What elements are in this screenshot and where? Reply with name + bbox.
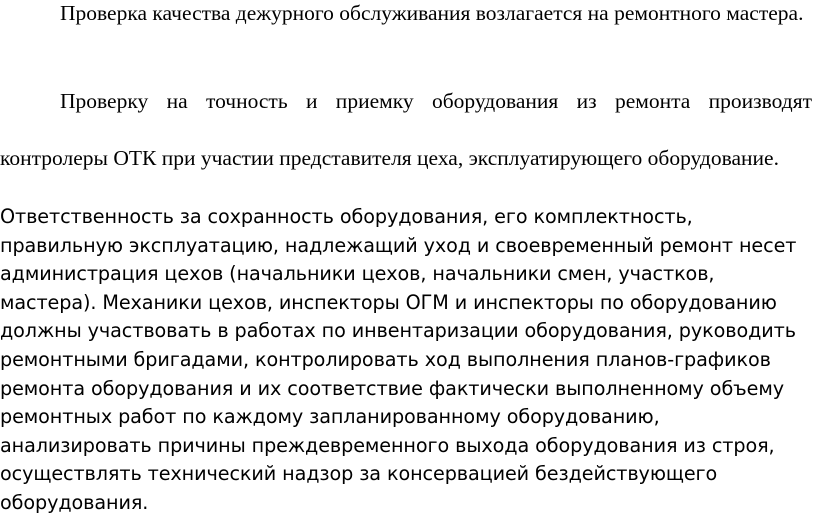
text-line: анализировать причины преждевременного выхода оборудования из строя, xyxy=(0,433,775,457)
text-line: ремонтных работ по каждому запланированному оборудованию, xyxy=(0,405,660,429)
paragraph-quality-check: Проверка качества дежурного обслуживания возлагается на ремонтного мастера. xyxy=(60,1,804,25)
text-line: ремонта оборудования и их соответствие фактически выполненному объему xyxy=(0,376,784,400)
paragraph-responsibility xyxy=(0,203,816,518)
paragraph-acceptance: Проверку на точность и приемку оборудования из ремонта производят контролеры ОТК при участии представителя цеха, эксплуатирующего оборудование. xyxy=(0,89,812,170)
text-line: Ответственность за сохранность оборудования, его комплектность, xyxy=(0,205,693,228)
text-line: должны участвовать в работах по инвентаризации оборудования, руководить xyxy=(0,319,796,343)
text-line: администрация цехов (начальники цехов, начальники смен, участков, xyxy=(0,262,715,286)
text-line: правильную эксплуатацию, надлежащий уход и своевременный ремонт несет xyxy=(0,233,797,257)
text-line: мастера). Механики цехов, инспекторы ОГМ и инспекторы по оборудованию xyxy=(0,290,777,314)
text-line: осуществлять технический надзор за консервацией бездействующего xyxy=(0,462,718,486)
text-line: оборудования. xyxy=(0,490,149,514)
text-line: ремонтными бригадами, контролировать ход выполнения планов-графиков xyxy=(0,347,771,371)
